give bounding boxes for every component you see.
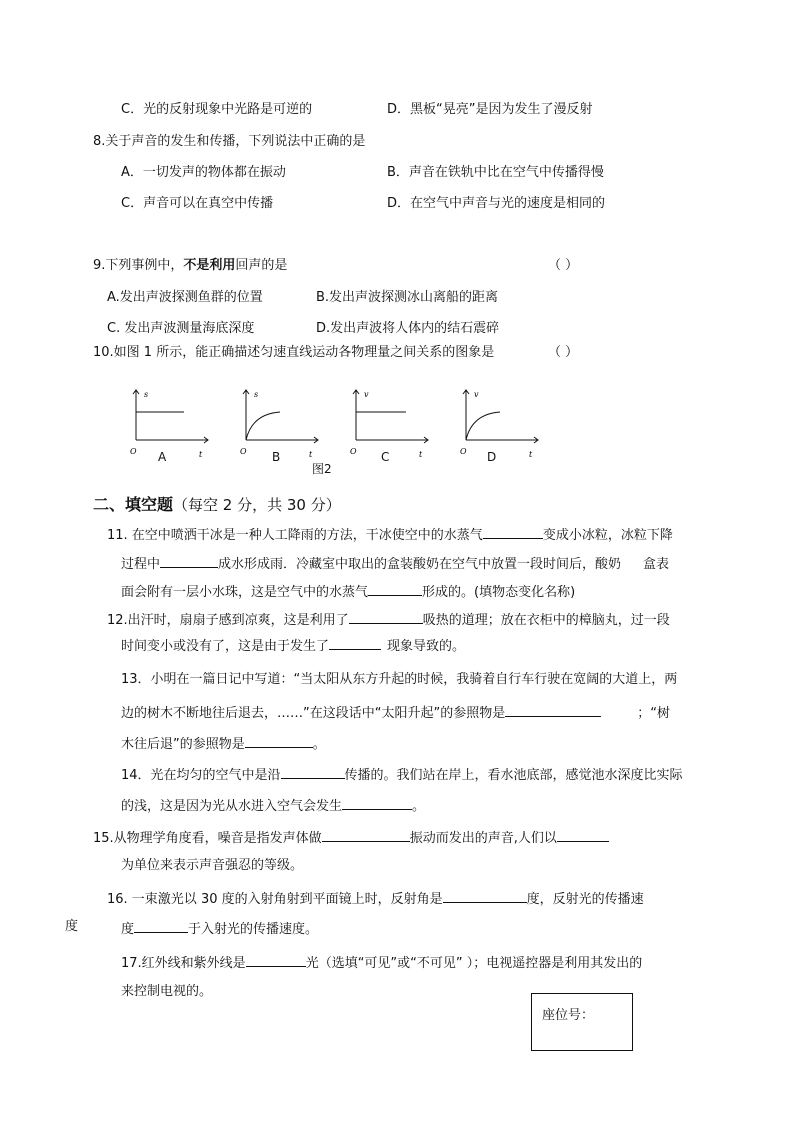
q16-line-2-lead: 度 (65, 919, 79, 934)
q9-option-c: C. 发出声波测量海底深度 (107, 321, 255, 336)
q12-line-2: 时间变小或没有了，这是由于发生了 现象导致的。 (121, 635, 465, 656)
q9-option-a: A.发出声波探测鱼群的位置 (107, 290, 263, 305)
graph-c-x-label: t (419, 450, 423, 459)
section-2-title: 二、填空题 (93, 495, 174, 514)
q12-line-1: 12.出汗时，扇扇子感到凉爽，这是利用了 吸热的道理；放在衣柜中的樟脑丸，过一段 (107, 609, 670, 630)
q7-option-c: C．光的反射现象中光路是可逆的 (121, 102, 313, 117)
q16-line-1: 16. 一束激光以 30 度的入射角射到平面镜上时，反射角是 度，反射光的传播速 (107, 888, 644, 909)
q10-answer-bracket: （ ） (548, 345, 579, 360)
q10-stem: 10.如图 1 所示，能正确描述匀速直线运动各物理量之间关系的图象是 (93, 345, 495, 360)
q11-blank-3[interactable] (368, 581, 422, 596)
section-2-subtitle: （每空 2 分，共 30 分） (173, 496, 341, 514)
q14-blank-2[interactable] (342, 795, 412, 810)
q7-option-d: D．黑板“晃亮”是因为发生了漫反射 (387, 102, 593, 117)
q8-option-c: C．声音可以在真空中传播 (121, 196, 274, 211)
q9-stem-emphasis: 不是利用 (183, 258, 236, 273)
q11-line-3: 面会附有一层小水珠，这是空气中的水蒸气 形成的。(填物态变化名称) (121, 581, 575, 602)
q10-graph-c (348, 382, 438, 462)
q8-option-d: D．在空气中声音与光的速度是相同的 (387, 196, 606, 211)
q11-line-2: 过程中 成水形成雨．冷藏室中取出的盒装酸奶在空气中放置一段时间后，酸奶 盒表 (121, 553, 669, 574)
graph-d-y-label: v (474, 390, 479, 399)
q10-graph-a (128, 382, 218, 462)
q13-blank-1[interactable] (505, 702, 601, 717)
q11-blank-1[interactable] (483, 524, 543, 539)
graph-a-label: A (158, 450, 167, 464)
graph-d-x-label: t (529, 450, 533, 459)
q14-line-2: 的浅，这是因为光从水进入空气会发生 。 (121, 795, 425, 816)
q13-line-1: 13．小明在一篇日记中写道：“当太阳从东方升起的时候，我骑着自行车行驶在宽阔的大道上，两 (121, 672, 678, 687)
q9-stem: 9.下列事例中，不是利用回声的是 (93, 258, 288, 273)
seat-number-box[interactable] (531, 993, 633, 1051)
q8-stem: 8.关于声音的发生和传播，下列说法中正确的是 (93, 134, 366, 149)
q15-line-1: 15.从物理学角度看，噪音是指发声体做 振动而发出的声音,人们以 (93, 827, 609, 848)
graph-d-origin: O (460, 447, 467, 456)
q11-blank-2[interactable] (160, 553, 218, 568)
q9-answer-bracket: （ ） (548, 258, 579, 273)
q17-line-2: 来控制电视的。 (121, 984, 213, 999)
graph-b-origin: O (240, 447, 247, 456)
figure-caption: 图2 (312, 462, 332, 476)
q12-blank-2[interactable] (329, 635, 381, 650)
q16-blank-1[interactable] (443, 888, 527, 903)
q9-option-d: D.发出声波将人体内的结石震碎 (316, 321, 500, 336)
q12-blank-1[interactable] (349, 609, 423, 624)
graph-c-y-label: v (364, 390, 369, 399)
q16-line-2: 度 于入射光的传播速度。 (121, 918, 318, 939)
q14-line-1: 14．光在均匀的空气中是沿 传播的。我们站在岸上，看水池底部，感觉池水深度比实际 (121, 764, 683, 785)
q10-graph-b (238, 382, 328, 462)
graph-b-label: B (272, 450, 281, 464)
q13-blank-2[interactable] (245, 733, 313, 748)
graph-b-curve (246, 412, 280, 440)
graph-d-curve (466, 412, 500, 440)
q15-blank-1[interactable] (322, 827, 410, 842)
q15-line-2: 为单位来表示声音强忍的等级。 (121, 858, 304, 873)
q17-line-1: 17.红外线和紫外线是 光（选填“可见”或“不可见” ）；电视遥控器是利用其发出的 (121, 952, 642, 973)
graph-a-y-label: s (144, 390, 149, 399)
q9-option-b: B.发出声波探测冰山离船的距离 (316, 290, 499, 305)
q11-line-1: 11. 在空中喷洒干冰是一种人工降雨的方法，干冰使空中的水蒸气 变成小冰粒，冰粒下降 (107, 524, 673, 545)
q15-blank-2[interactable] (557, 827, 609, 842)
q8-option-a: A．一切发声的物体都在振动 (121, 165, 286, 180)
graph-b-x-label: t (309, 450, 313, 459)
graph-c-label: C (381, 450, 390, 464)
q14-blank-1[interactable] (281, 764, 345, 779)
q8-option-b: B．声音在铁轨中比在空气中传播得慢 (387, 165, 604, 180)
graph-a-x-label: t (199, 450, 203, 459)
q10-graph-d (458, 382, 548, 462)
section-2-header (93, 494, 341, 518)
q13-line-2: 边的树木不断地往后退去，……”在这段话中“太阳升起”的参照物是 ；“树 (121, 702, 670, 723)
q13-line-3: 木往后退”的参照物是 。 (121, 733, 326, 754)
graph-c-origin: O (350, 447, 357, 456)
seat-number-label: 座位号： (542, 1008, 595, 1023)
q16-blank-2[interactable] (134, 918, 188, 933)
graph-d-label: D (487, 450, 497, 464)
q17-blank-1[interactable] (246, 952, 306, 967)
graph-a-origin: O (130, 447, 137, 456)
graph-b-y-label: s (254, 390, 259, 399)
